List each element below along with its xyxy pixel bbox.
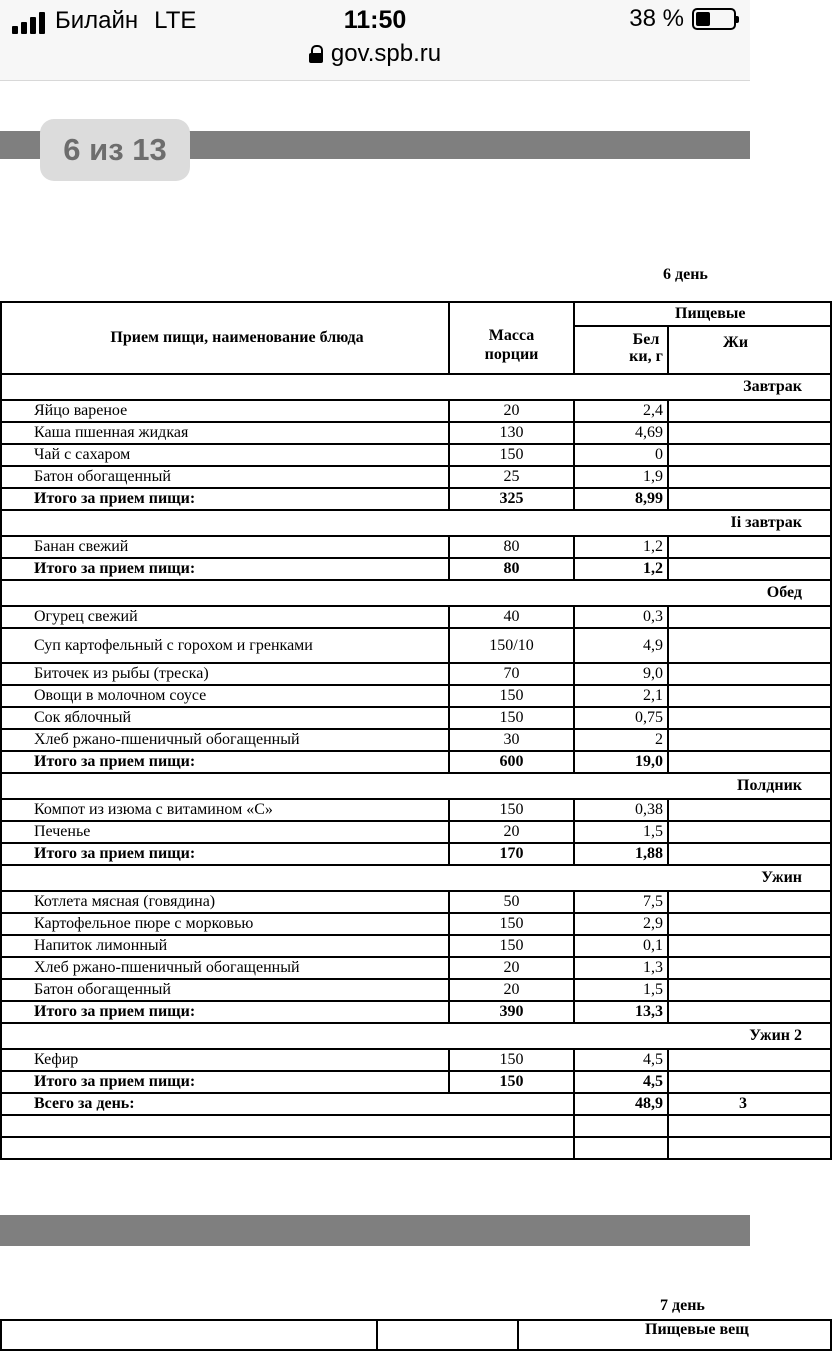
total-mass: 80 (449, 558, 574, 580)
dish-mass: 50 (449, 891, 574, 913)
dish-mass: 150/10 (449, 628, 574, 663)
carrier-name: Билайн (55, 7, 139, 34)
dish-name: Овощи в молочном соусе (1, 685, 449, 707)
page-indicator: 6 из 13 (40, 119, 190, 181)
next-header-nutrition: Пищевые вещ (518, 1320, 831, 1350)
dish-fat (668, 606, 831, 628)
section-title: Обед (1, 580, 831, 606)
dish-name: Банан свежий (1, 536, 449, 558)
total-fat (668, 751, 831, 773)
header-protein-text: Бел ки, г (629, 331, 663, 365)
table-row (1, 913, 831, 935)
total-row (1, 843, 831, 865)
total-row (1, 1001, 831, 1023)
battery-percent: 38 % (629, 5, 684, 32)
section-row (1, 510, 831, 536)
table-row (1, 957, 831, 979)
table-row (1, 422, 831, 444)
header-dish: Прием пищи, наименование блюда (1, 302, 449, 374)
header-mass-text: Масса порции (484, 327, 539, 363)
dish-protein: 0,38 (574, 799, 668, 821)
dish-protein: 4,69 (574, 422, 668, 444)
dish-fat (668, 957, 831, 979)
dish-protein: 2,1 (574, 685, 668, 707)
network-type: LTE (154, 7, 197, 34)
menu-table (0, 301, 803, 1160)
total-protein: 19,0 (574, 751, 668, 773)
total-protein: 4,5 (574, 1071, 668, 1093)
dish-mass: 25 (449, 466, 574, 488)
total-label: Итого за прием пищи: (1, 1071, 449, 1093)
page-separator-bottom (0, 1215, 750, 1246)
dish-fat (668, 891, 831, 913)
total-mass: 170 (449, 843, 574, 865)
total-label: Итого за прием пищи: (1, 843, 449, 865)
dish-fat (668, 1049, 831, 1071)
next-page-table (0, 1319, 750, 1351)
dish-name: Каша пшенная жидкая (1, 422, 449, 444)
dish-fat (668, 707, 831, 729)
blank-cell (574, 1137, 668, 1159)
total-protein: 1,2 (574, 558, 668, 580)
section-row (1, 374, 831, 400)
section-title: Ужин 2 (1, 1023, 831, 1049)
dish-protein: 1,2 (574, 536, 668, 558)
dish-name: Картофельное пюре с морковью (1, 913, 449, 935)
table-row (1, 821, 831, 843)
dish-protein: 1,9 (574, 466, 668, 488)
dish-protein: 2,9 (574, 913, 668, 935)
total-protein: 1,88 (574, 843, 668, 865)
dish-name: Батон обогащенный (1, 466, 449, 488)
total-fat (668, 488, 831, 510)
day-total-fat: 3 (668, 1093, 831, 1115)
dish-fat (668, 422, 831, 444)
dish-mass: 20 (449, 957, 574, 979)
table-row (1, 979, 831, 1001)
total-row (1, 1071, 831, 1093)
dish-name: Чай с сахаром (1, 444, 449, 466)
dish-name: Печенье (1, 821, 449, 843)
dish-mass: 40 (449, 606, 574, 628)
dish-name: Хлеб ржано-пшеничный обогащенный (1, 957, 449, 979)
day-total-protein: 48,9 (574, 1093, 668, 1115)
total-row (1, 751, 831, 773)
header-fat: Жи (668, 326, 831, 374)
total-mass: 600 (449, 751, 574, 773)
table-row (1, 891, 831, 913)
dish-mass: 150 (449, 1049, 574, 1071)
table-row (1, 935, 831, 957)
table-row (1, 1049, 831, 1071)
table-row (1, 707, 831, 729)
total-fat (668, 1001, 831, 1023)
menu-body (1, 374, 831, 1159)
total-label: Итого за прием пищи: (1, 1001, 449, 1023)
dish-name: Напиток лимонный (1, 935, 449, 957)
total-label: Итого за прием пищи: (1, 558, 449, 580)
next-header-cell-2 (377, 1320, 518, 1350)
dish-fat (668, 466, 831, 488)
clock: 11:50 (343, 6, 407, 34)
table-header-row-1 (1, 302, 831, 326)
dish-fat (668, 400, 831, 422)
total-label: Итого за прием пищи: (1, 488, 449, 510)
dish-protein: 1,5 (574, 821, 668, 843)
next-table-header (1, 1320, 831, 1350)
table-row (1, 628, 831, 663)
table-row (1, 444, 831, 466)
dish-mass: 30 (449, 729, 574, 751)
dish-protein: 7,5 (574, 891, 668, 913)
dish-protein: 0,1 (574, 935, 668, 957)
dish-mass: 150 (449, 444, 574, 466)
total-fat (668, 1071, 831, 1093)
url-text: gov.spb.ru (330, 40, 442, 67)
lock-icon (309, 45, 323, 63)
dish-name: Яйцо вареное (1, 400, 449, 422)
dish-fat (668, 536, 831, 558)
dish-fat (668, 935, 831, 957)
dish-protein: 1,3 (574, 957, 668, 979)
dish-protein: 2,4 (574, 400, 668, 422)
dish-fat (668, 444, 831, 466)
header-protein (574, 326, 668, 374)
dish-fat (668, 729, 831, 751)
total-protein: 13,3 (574, 1001, 668, 1023)
table-row (1, 400, 831, 422)
dish-fat (668, 628, 831, 663)
dish-fat (668, 913, 831, 935)
blank-row (1, 1137, 831, 1159)
dish-fat (668, 979, 831, 1001)
section-row (1, 580, 831, 606)
header-nutrition: Пищевые (574, 302, 831, 326)
dish-protein: 2 (574, 729, 668, 751)
dish-mass: 20 (449, 821, 574, 843)
dish-fat (668, 685, 831, 707)
section-title: Ужин (1, 865, 831, 891)
day-label: 6 день (663, 266, 708, 283)
dish-protein: 0,75 (574, 707, 668, 729)
dish-mass: 150 (449, 707, 574, 729)
table-row (1, 729, 831, 751)
dish-mass: 80 (449, 536, 574, 558)
dish-mass: 150 (449, 799, 574, 821)
blank-cell (668, 1137, 831, 1159)
dish-name: Кефир (1, 1049, 449, 1071)
blank-cell (668, 1115, 831, 1137)
status-right (629, 6, 736, 32)
section-row (1, 865, 831, 891)
dish-name: Сок яблочный (1, 707, 449, 729)
next-day-label: 7 день (660, 1297, 705, 1314)
total-label: Итого за прием пищи: (1, 751, 449, 773)
dish-fat (668, 799, 831, 821)
total-fat (668, 558, 831, 580)
table-row (1, 799, 831, 821)
dish-name: Огурец свежий (1, 606, 449, 628)
day-total-label: Всего за день: (1, 1093, 574, 1115)
total-mass: 150 (449, 1071, 574, 1093)
section-title: Ii завтрак (1, 510, 831, 536)
dish-protein: 4,5 (574, 1049, 668, 1071)
blank-row (1, 1115, 831, 1137)
dish-protein: 9,0 (574, 663, 668, 685)
total-row (1, 558, 831, 580)
battery-fill (696, 12, 710, 26)
total-protein: 8,99 (574, 488, 668, 510)
dish-protein: 4,9 (574, 628, 668, 663)
dish-name: Хлеб ржано-пшеничный обогащенный (1, 729, 449, 751)
dish-name: Биточек из рыбы (треска) (1, 663, 449, 685)
dish-name: Батон обогащенный (1, 979, 449, 1001)
section-row (1, 773, 831, 799)
battery-icon (692, 8, 736, 30)
next-header-cell-1 (1, 1320, 377, 1350)
total-mass: 325 (449, 488, 574, 510)
total-mass: 390 (449, 1001, 574, 1023)
dish-name: Котлета мясная (говядина) (1, 891, 449, 913)
dish-fat (668, 821, 831, 843)
dish-protein: 0 (574, 444, 668, 466)
section-title: Полдник (1, 773, 831, 799)
section-row (1, 1023, 831, 1049)
dish-name: Суп картофельный с горохом и гренками (1, 628, 449, 663)
day-total-row (1, 1093, 831, 1115)
dish-mass: 70 (449, 663, 574, 685)
table-row (1, 685, 831, 707)
dish-fat (668, 663, 831, 685)
blank-cell (1, 1137, 574, 1159)
total-row (1, 488, 831, 510)
dish-mass: 150 (449, 913, 574, 935)
blank-cell (1, 1115, 574, 1137)
section-title: Завтрак (1, 374, 831, 400)
table-row (1, 663, 831, 685)
address-bar[interactable] (0, 40, 750, 68)
table-row (1, 606, 831, 628)
dish-mass: 20 (449, 400, 574, 422)
dish-protein: 1,5 (574, 979, 668, 1001)
dish-mass: 130 (449, 422, 574, 444)
dish-mass: 20 (449, 979, 574, 1001)
table-row (1, 536, 831, 558)
blank-cell (574, 1115, 668, 1137)
total-fat (668, 843, 831, 865)
dish-mass: 150 (449, 685, 574, 707)
header-mass (449, 302, 574, 374)
dish-mass: 150 (449, 935, 574, 957)
table-row (1, 466, 831, 488)
status-bar (0, 0, 750, 81)
dish-name: Компот из изюма с витамином «С» (1, 799, 449, 821)
dish-protein: 0,3 (574, 606, 668, 628)
